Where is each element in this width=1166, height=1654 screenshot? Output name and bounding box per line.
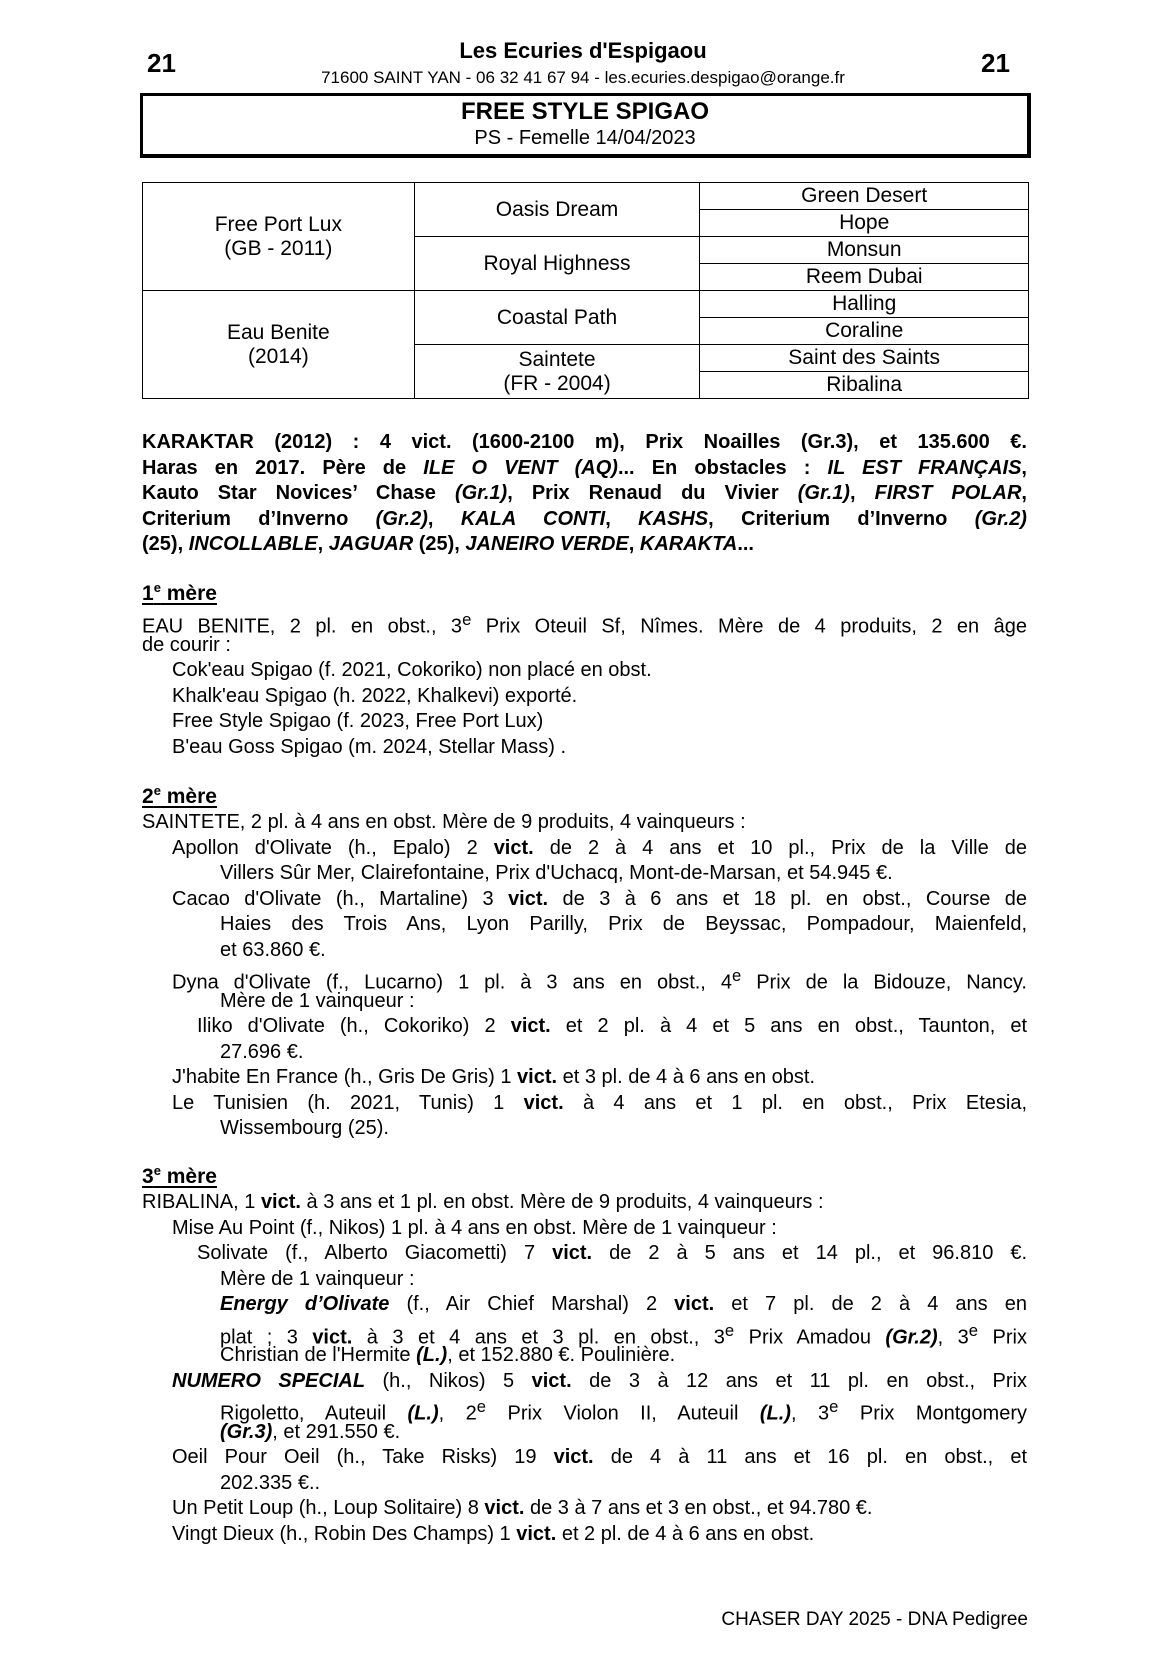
- mere-3-energy-line-2: plat ; 3 vict. à 3 et 4 ans et 3 pl. en obst., 3e Prix Amadou (Gr.2), 3e Prix: [220, 1320, 1027, 1349]
- mere-2-apollon-line-1: Apollon d'Olivate (h., Epalo) 2 vict. de 2 à 4 ans et 10 pl., Prix de la Ville de: [172, 836, 1027, 859]
- mere-2-apollon-line-2: Villers Sûr Mer, Clairefontaine, Prix d'Uchacq, Mont-de-Marsan, et 54.945 €.: [220, 862, 893, 884]
- horse-title-box: [140, 93, 1031, 158]
- mere-1-produit-3: Free Style Spigao (f. 2023, Free Port Lux): [172, 710, 544, 732]
- lot-number-left: 21: [147, 48, 176, 78]
- mere-3-energy-line-3: Christian de l'Hermite (L.), et 152.880 €. Poulinière.: [220, 1344, 676, 1366]
- mere-3-mise-au-point: Mise Au Point (f., Nikos) 1 pl. à 4 ans en obst. Mère de 1 vainqueur :: [172, 1216, 777, 1239]
- mere-2-iliko-line-1: Iliko d'Olivate (h., Cokoriko) 2 vict. et 2 pl. à 4 et 5 ans en obst., Taunton, et: [197, 1015, 1027, 1037]
- mere-1-produit-2: Khalk'eau Spigao (h. 2022, Khalkevi) exporté.: [172, 684, 578, 707]
- mere-3-numero-line-1: NUMERO SPECIAL (h., Nikos) 5 vict. de 3 à 12 ans et 11 pl. en obst., Prix: [172, 1369, 1027, 1392]
- mere-3-numero-line-3: (Gr.3), et 291.550 €.: [220, 1420, 401, 1443]
- pedigree-gen3-7: Saint des Saints: [700, 345, 1029, 372]
- pedigree-gen3-1: Green Desert: [700, 183, 1029, 210]
- mere-2-dyna-line-2: Mère de 1 vainqueur :: [220, 989, 415, 1012]
- sire-paragraph-line-2: Haras en 2017. Père de ILE O VENT (AQ)... En obstacles : IL EST FRANÇAIS,: [142, 456, 1027, 479]
- pedigree-gen3-5: Halling: [700, 291, 1029, 318]
- mere-3-petit-loup: Un Petit Loup (h., Loup Solitaire) 8 vict. de 3 à 7 ans et 3 en obst., et 94.780 €.: [172, 1497, 873, 1519]
- mere-2-iliko-line-2: 27.696 €.: [220, 1040, 304, 1063]
- mere-3-energy-line-1: Energy d’Olivate (f., Air Chief Marshal) 2 vict. et 7 pl. de 2 à 4 ans en: [220, 1293, 1028, 1315]
- mere-2-tunisien-line-1: Le Tunisien (h. 2021, Tunis) 1 vict. à 4 ans et 1 pl. en obst., Prix Etesia,: [172, 1091, 1027, 1114]
- sire-paragraph-line-3: Kauto Star Novices’ Chase (Gr.1), Prix Renaud du Vivier (Gr.1), FIRST POLAR,: [142, 482, 1027, 504]
- vendor-name: Les Ecuries d'Espigaou: [459, 38, 707, 63]
- dam-dam-name: Saintete: [518, 347, 596, 371]
- lot-number-right: 21: [981, 48, 1010, 78]
- pedigree-dam-dam: [414, 345, 700, 399]
- pedigree-sire: [143, 183, 415, 291]
- sire-name: Free Port Lux: [214, 212, 342, 236]
- mere-2-intro: SAINTETE, 2 pl. à 4 ans en obst. Mère de 9 produits, 4 vainqueurs :: [142, 811, 746, 833]
- sire-paragraph-line-1: KARAKTAR (2012) : 4 vict. (1600-2100 m), Prix Noailles (Gr.3), et 135.600 €.: [142, 431, 1027, 453]
- mere-1-produit-1: Cok'eau Spigao (f. 2021, Cokoriko) non placé en obst.: [172, 659, 652, 681]
- mere-1-produit-4: B'eau Goss Spigao (m. 2024, Stellar Mass) .: [172, 735, 566, 758]
- mere-2-dyna-line-1: Dyna d'Olivate (f., Lucarno) 1 pl. à 3 ans en obst., 4e Prix de la Bidouze, Nancy.: [172, 966, 1027, 994]
- mere-2-cacao-line-2: Haies des Trois Ans, Lyon Parilly, Prix de Beyssac, Pompadour, Maienfeld,: [220, 913, 1027, 935]
- pedigree-table: [142, 182, 1029, 399]
- sire-paragraph-line-5: (25), INCOLLABLE, JAGUAR (25), JANEIRO VERDE, KARAKTA...: [142, 533, 754, 555]
- section-heading-mere-1: 1e mère: [142, 580, 217, 605]
- mere-2-tunisien-line-2: Wissembourg (25).: [220, 1117, 389, 1139]
- section-heading-mere-2: 2e mère: [142, 783, 217, 808]
- horse-name: FREE STYLE SPIGAO: [460, 98, 710, 125]
- pedigree-gen3-4: Reem Dubai: [700, 264, 1029, 291]
- sire-info: (GB - 2011): [224, 236, 333, 260]
- pedigree-gen3-8: Ribalina: [700, 372, 1029, 399]
- dam-dam-info: (FR - 2004): [503, 371, 611, 395]
- pedigree-dam: [143, 291, 415, 399]
- mere-1-intro-line-1: EAU BENITE, 2 pl. en obst., 3e Prix Oteuil Sf, Nîmes. Mère de 4 produits, 2 en âge: [142, 610, 1027, 638]
- footer-text: CHASER DAY 2025 - DNA Pedigree: [721, 1609, 1028, 1630]
- pedigree-gen3-6: Coraline: [700, 318, 1029, 345]
- mere-3-numero-line-2: Rigoletto, Auteuil (L.), 2e Prix Violon II, Auteuil (L.), 3e Prix Montgomery: [220, 1397, 1027, 1425]
- mere-3-intro: RIBALINA, 1 vict. à 3 ans et 1 pl. en obst. Mère de 9 produits, 4 vainqueurs :: [142, 1191, 824, 1213]
- mere-3-solivate-line-2: Mère de 1 vainqueur :: [220, 1267, 415, 1290]
- section-heading-mere-3: 3e mère: [142, 1163, 217, 1188]
- pedigree-gen3-3: Monsun: [700, 237, 1029, 264]
- pedigree-dam-sire: Coastal Path: [414, 291, 700, 345]
- sire-paragraph-line-4: Criterium d’Inverno (Gr.2), KALA CONTI, KASHS, Criterium d’Inverno (Gr.2): [142, 507, 1027, 530]
- pedigree-sire-dam: Royal Highness: [414, 237, 700, 291]
- pedigree-sire-sire: Oasis Dream: [414, 183, 700, 237]
- mere-1-intro-line-2: de courir :: [142, 633, 231, 656]
- dam-name: Eau Benite: [226, 320, 330, 344]
- mere-3-vingt-dieux: Vingt Dieux (h., Robin Des Champs) 1 vict. et 2 pl. de 4 à 6 ans en obst.: [172, 1522, 815, 1545]
- mere-3-oeil-line-1: Oeil Pour Oeil (h., Take Risks) 19 vict. de 4 à 11 ans et 16 pl. en obst., et: [172, 1446, 1028, 1468]
- mere-2-cacao-line-1: Cacao d'Olivate (h., Martaline) 3 vict. de 3 à 6 ans et 18 pl. en obst., Course de: [172, 887, 1027, 910]
- horse-info: PS - Femelle 14/04/2023: [474, 127, 696, 149]
- dam-info: (2014): [247, 344, 309, 368]
- vendor-address: 71600 SAINT YAN - 06 32 41 67 94 - les.ecuries.despigao@orange.fr: [321, 68, 845, 87]
- mere-3-oeil-line-2: 202.335 €..: [220, 1471, 321, 1494]
- mere-2-cacao-line-3: et 63.860 €.: [220, 938, 326, 961]
- mere-3-solivate-line-1: Solivate (f., Alberto Giacometti) 7 vict. de 2 à 5 ans et 14 pl., et 96.810 €.: [197, 1242, 1027, 1264]
- pedigree-gen3-2: Hope: [700, 210, 1029, 237]
- mere-2-jhabite: J'habite En France (h., Gris De Gris) 1 vict. et 3 pl. de 4 à 6 ans en obst.: [172, 1066, 816, 1088]
